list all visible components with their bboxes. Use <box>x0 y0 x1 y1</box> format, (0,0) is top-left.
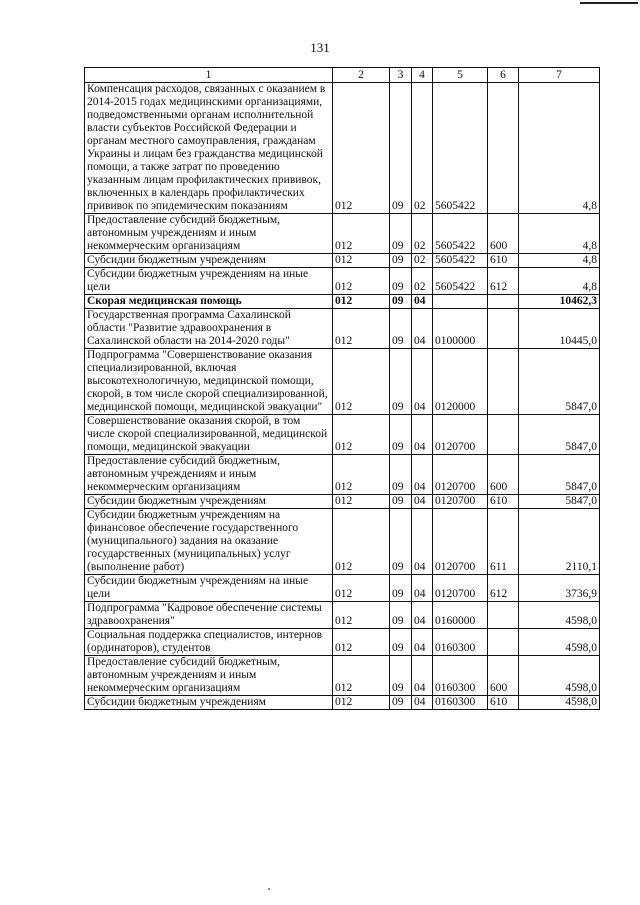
admin-code-cell: 012 <box>333 455 390 495</box>
target-code-cell <box>433 295 488 309</box>
section-code-cell: 09 <box>390 602 412 629</box>
subsection-code-cell: 04 <box>412 309 433 349</box>
admin-code-cell: 012 <box>333 602 390 629</box>
amount-cell: 3736,9 <box>519 575 600 602</box>
target-code-cell: 0120700 <box>433 455 488 495</box>
subsection-code-cell: 04 <box>412 349 433 415</box>
subsection-code-cell: 04 <box>412 696 433 710</box>
subsection-code-cell: 02 <box>412 254 433 268</box>
target-code-cell: 0160300 <box>433 696 488 710</box>
expense-type-cell: 610 <box>488 495 519 509</box>
section-code-cell: 09 <box>390 214 412 254</box>
header-cell: 2 <box>333 68 390 83</box>
table-row <box>85 254 600 268</box>
expense-type-cell <box>488 83 519 214</box>
budget-table <box>84 67 600 710</box>
target-code-cell: 0160300 <box>433 629 488 656</box>
expense-type-cell <box>488 309 519 349</box>
expense-type-cell: 600 <box>488 656 519 696</box>
row-name-cell: Предоставление субсидий бюджетным, автономным учреждениям и иным некоммерческим организациям <box>85 455 333 495</box>
section-code-cell: 09 <box>390 629 412 656</box>
target-code-cell: 0120700 <box>433 575 488 602</box>
target-code-cell: 0120700 <box>433 495 488 509</box>
target-code-cell: 0120700 <box>433 415 488 455</box>
section-code-cell: 09 <box>390 575 412 602</box>
amount-cell: 4598,0 <box>519 602 600 629</box>
subsection-code-cell: 02 <box>412 268 433 295</box>
amount-cell: 2110,1 <box>519 509 600 575</box>
amount-cell: 5847,0 <box>519 415 600 455</box>
subsection-code-cell: 02 <box>412 214 433 254</box>
row-name-cell: Субсидии бюджетным учреждениям <box>85 696 333 710</box>
subsection-code-cell: 04 <box>412 509 433 575</box>
admin-code-cell: 012 <box>333 83 390 214</box>
section-code-cell: 09 <box>390 495 412 509</box>
header-cell: 1 <box>85 68 333 83</box>
amount-cell: 4598,0 <box>519 629 600 656</box>
subsection-code-cell: 04 <box>412 629 433 656</box>
table-row <box>85 629 600 656</box>
header-row <box>85 68 600 83</box>
expense-type-cell: 611 <box>488 509 519 575</box>
target-code-cell: 0100000 <box>433 309 488 349</box>
section-code-cell: 09 <box>390 83 412 214</box>
row-name-cell: Совершенствование оказания скорой, в том числе скорой специализированной, медицинской помощи, медицинской эвакуации <box>85 415 333 455</box>
expense-type-cell: 612 <box>488 268 519 295</box>
section-code-cell: 09 <box>390 509 412 575</box>
subsection-code-cell: 04 <box>412 575 433 602</box>
section-code-cell: 09 <box>390 696 412 710</box>
amount-cell: 5847,0 <box>519 455 600 495</box>
admin-code-cell: 012 <box>333 575 390 602</box>
admin-code-cell: 012 <box>333 214 390 254</box>
admin-code-cell: 012 <box>333 254 390 268</box>
row-name-cell: Предоставление субсидий бюджетным, автономным учреждениям и иным некоммерческим организациям <box>85 656 333 696</box>
row-name-cell: Предоставление субсидий бюджетным, автономным учреждениям и иным некоммерческим организациям <box>85 214 333 254</box>
amount-cell: 4,8 <box>519 268 600 295</box>
table-row <box>85 602 600 629</box>
row-name-cell: Субсидии бюджетным учреждениям на иные цели <box>85 268 333 295</box>
header-cell: 5 <box>433 68 488 83</box>
row-name-cell: Государственная программа Сахалинской области "Развитие здравоохранения в Сахалинской области на 2014-2020 годы" <box>85 309 333 349</box>
row-name-cell: Социальная поддержка специалистов, интернов (ординаторов), студентов <box>85 629 333 656</box>
row-name-cell: Субсидии бюджетным учреждениям <box>85 254 333 268</box>
admin-code-cell: 012 <box>333 495 390 509</box>
expense-type-cell <box>488 415 519 455</box>
table-row <box>85 656 600 696</box>
table-row <box>85 495 600 509</box>
amount-cell: 10462,3 <box>519 295 600 309</box>
admin-code-cell: 012 <box>333 509 390 575</box>
expense-type-cell: 610 <box>488 696 519 710</box>
amount-cell: 10445,0 <box>519 309 600 349</box>
row-name-cell: Подпрограмма "Кадровое обеспечение системы здравоохранения" <box>85 602 333 629</box>
admin-code-cell: 012 <box>333 268 390 295</box>
target-code-cell: 0160000 <box>433 602 488 629</box>
row-name-cell: Субсидии бюджетным учреждениям <box>85 495 333 509</box>
target-code-cell: 0120700 <box>433 509 488 575</box>
admin-code-cell: 012 <box>333 629 390 656</box>
subsection-code-cell: 02 <box>412 83 433 214</box>
admin-code-cell: 012 <box>333 415 390 455</box>
table-row <box>85 349 600 415</box>
target-code-cell: 5605422 <box>433 254 488 268</box>
admin-code-cell: 012 <box>333 656 390 696</box>
expense-type-cell: 612 <box>488 575 519 602</box>
amount-cell: 5847,0 <box>519 495 600 509</box>
amount-cell: 4,8 <box>519 214 600 254</box>
expense-type-cell: 610 <box>488 254 519 268</box>
target-code-cell: 5605422 <box>433 214 488 254</box>
table-row <box>85 268 600 295</box>
scan-speck <box>268 888 270 890</box>
expense-type-cell <box>488 629 519 656</box>
section-code-cell: 09 <box>390 656 412 696</box>
page-number: 131 <box>310 40 330 55</box>
table-row <box>85 455 600 495</box>
subsection-code-cell: 04 <box>412 295 433 309</box>
section-code-cell: 09 <box>390 415 412 455</box>
admin-code-cell: 012 <box>333 349 390 415</box>
table-row <box>85 415 600 455</box>
subsection-code-cell: 04 <box>412 455 433 495</box>
amount-cell: 4598,0 <box>519 656 600 696</box>
expense-type-cell: 600 <box>488 455 519 495</box>
subsection-code-cell: 04 <box>412 415 433 455</box>
admin-code-cell: 012 <box>333 696 390 710</box>
admin-code-cell: 012 <box>333 309 390 349</box>
target-code-cell: 0120000 <box>433 349 488 415</box>
table-row <box>85 83 600 214</box>
amount-cell: 4,8 <box>519 83 600 214</box>
section-code-cell: 09 <box>390 268 412 295</box>
top-rule <box>580 2 638 4</box>
row-name-cell: Скорая медицинская помощь <box>85 295 333 309</box>
target-code-cell: 5605422 <box>433 83 488 214</box>
table-row <box>85 509 600 575</box>
table-row <box>85 309 600 349</box>
amount-cell: 4,8 <box>519 254 600 268</box>
header-cell: 4 <box>412 68 433 83</box>
table-row <box>85 295 600 309</box>
amount-cell: 5847,0 <box>519 349 600 415</box>
table-row <box>85 214 600 254</box>
admin-code-cell: 012 <box>333 295 390 309</box>
row-name-cell: Субсидии бюджетным учреждениям на иные цели <box>85 575 333 602</box>
row-name-cell: Субсидии бюджетным учреждениям на финансовое обеспечение государственного (муниципального) задания на оказание государственных (муниципальных) услуг (выполнение работ) <box>85 509 333 575</box>
subsection-code-cell: 04 <box>412 656 433 696</box>
target-code-cell: 0160300 <box>433 656 488 696</box>
expense-type-cell <box>488 602 519 629</box>
section-code-cell: 09 <box>390 349 412 415</box>
row-name-cell: Компенсация расходов, связанных с оказанием в 2014-2015 годах медицинскими организациями, подведомственными органам исполнительной власти субъектов Российской Федерации и органам местного самоуправления, гражданам Украины и лицам без гражданства медицинской помощи, а также затрат по проведению указанным лицам профилактических прививок, включенных в календарь профилактических прививок по эпидемическим показаниям <box>85 83 333 214</box>
header-cell: 3 <box>390 68 412 83</box>
expense-type-cell <box>488 295 519 309</box>
expense-type-cell: 600 <box>488 214 519 254</box>
header-cell: 6 <box>488 68 519 83</box>
table-row <box>85 575 600 602</box>
table-row <box>85 696 600 710</box>
header-cell: 7 <box>519 68 600 83</box>
amount-cell: 4598,0 <box>519 696 600 710</box>
section-code-cell: 09 <box>390 254 412 268</box>
section-code-cell: 09 <box>390 455 412 495</box>
section-code-cell: 09 <box>390 309 412 349</box>
target-code-cell: 5605422 <box>433 268 488 295</box>
subsection-code-cell: 04 <box>412 602 433 629</box>
expense-type-cell <box>488 349 519 415</box>
subsection-code-cell: 04 <box>412 495 433 509</box>
row-name-cell: Подпрограмма "Совершенствование оказания специализированной, включая высокотехнологичную, медицинской помощи, скорой, в том числе скорой специализированной, медицинской помощи, медицинской эвакуации" <box>85 349 333 415</box>
section-code-cell: 09 <box>390 295 412 309</box>
